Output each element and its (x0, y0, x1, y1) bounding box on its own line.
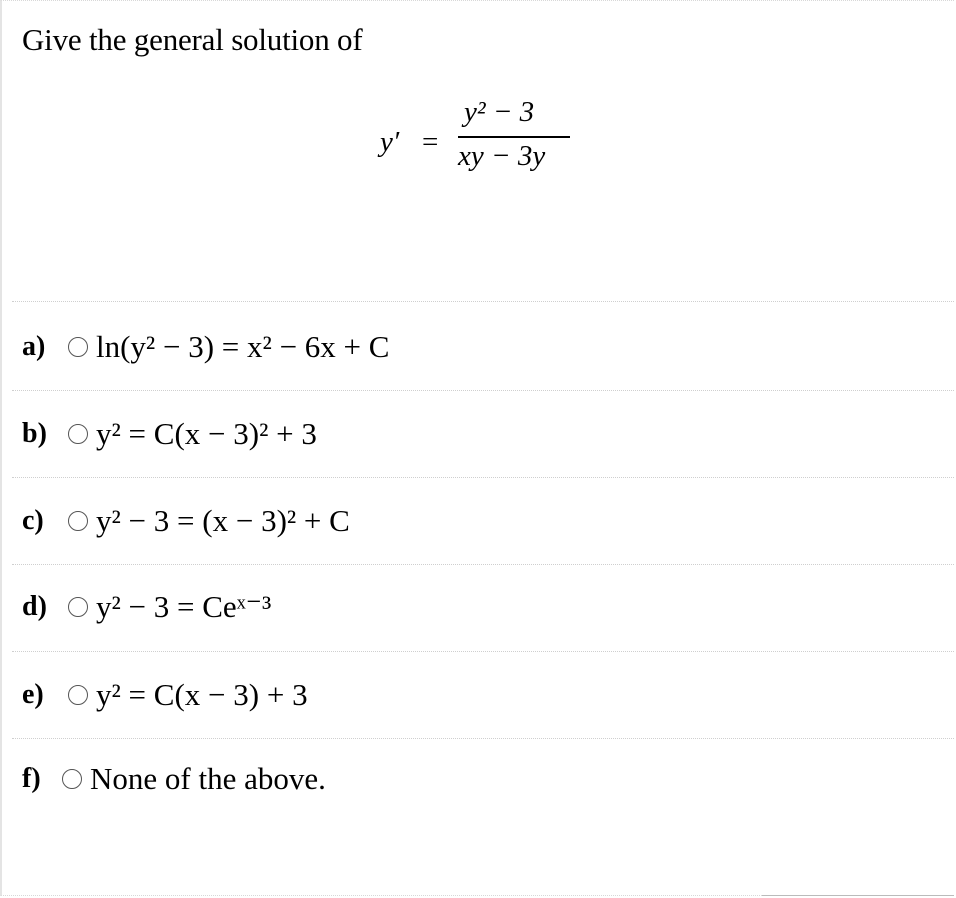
radio-button[interactable] (62, 769, 82, 789)
option-text: y² = C(x − 3)² + 3 (96, 416, 317, 451)
option-letter: f) (22, 763, 41, 794)
option-text: y² − 3 = Ceˣ⁻³ (96, 589, 272, 624)
radio-button[interactable] (68, 424, 88, 444)
option-e[interactable] (22, 670, 308, 720)
option-letter: c) (22, 505, 44, 536)
radio-button[interactable] (68, 511, 88, 531)
option-text: ln(y² − 3) = x² − 6x + C (96, 329, 390, 364)
equation-numerator: y² − 3 (464, 96, 535, 128)
divider (12, 477, 954, 478)
radio-button[interactable] (68, 597, 88, 617)
option-text: y² = C(x − 3) + 3 (96, 677, 308, 712)
option-text: None of the above. (90, 761, 326, 796)
option-letter: b) (22, 418, 47, 449)
divider (12, 738, 954, 739)
equation-denominator: xy − 3y (458, 140, 546, 172)
option-d[interactable] (22, 582, 271, 632)
option-c[interactable] (22, 496, 350, 546)
question-prompt: Give the general solution of (22, 22, 363, 57)
option-a[interactable] (22, 322, 389, 372)
option-letter: e) (22, 679, 44, 710)
option-letter: d) (22, 591, 47, 622)
option-b[interactable] (22, 409, 317, 459)
divider (12, 651, 954, 652)
radio-button[interactable] (68, 685, 88, 705)
option-text: y² − 3 = (x − 3)² + C (96, 503, 350, 538)
divider (12, 564, 954, 565)
differential-equation (372, 96, 592, 186)
equation-lhs: y′ (380, 126, 400, 158)
radio-button[interactable] (68, 337, 88, 357)
option-letter: a) (22, 331, 46, 362)
divider (12, 390, 954, 391)
bottom-border (762, 895, 954, 896)
option-f[interactable] (22, 754, 326, 804)
equation-equals: = (422, 126, 439, 158)
fraction-bar (458, 136, 570, 138)
divider (12, 301, 954, 302)
